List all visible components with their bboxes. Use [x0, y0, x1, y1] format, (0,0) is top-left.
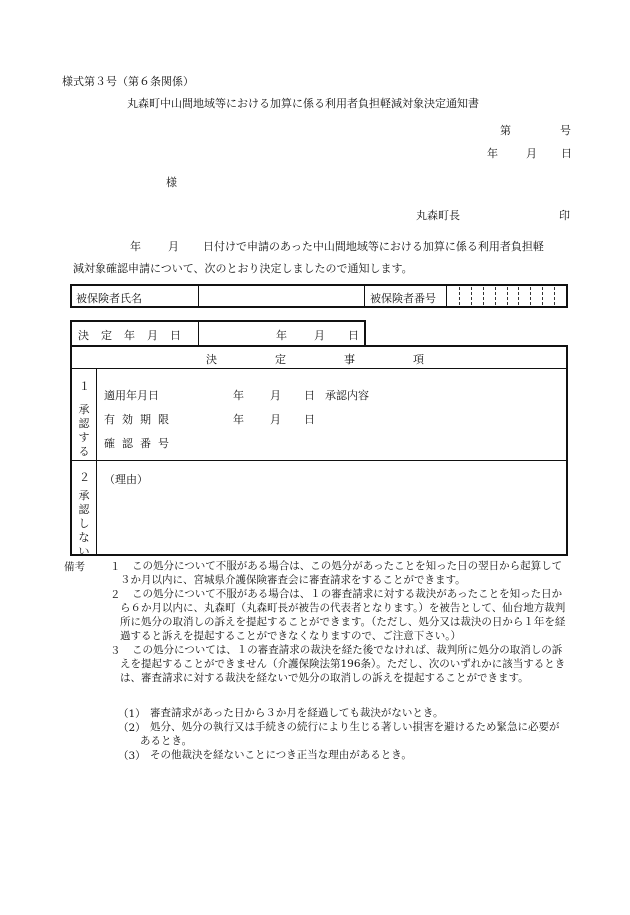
sub3-text: その他裁決を経ないことにつき正当な理由があるとき。: [150, 749, 412, 761]
decision-hi: 日: [348, 329, 359, 342]
apply-tsuki: 月: [270, 389, 281, 402]
decision-tsuki: 月: [314, 329, 325, 342]
apply-hi: 日: [304, 389, 315, 402]
valid-hi: 日: [304, 413, 315, 426]
number-go: 号: [560, 124, 571, 137]
number-cell-divider: [507, 287, 508, 305]
document-title: 丸森町中山間地域等における加算に係る利用者負担軽減対象決定通知書: [127, 97, 479, 110]
intro-nen: 年: [130, 240, 141, 253]
addressee-sama: 様: [166, 176, 177, 189]
number-cell-divider: [471, 287, 472, 305]
number-cell-divider: [459, 287, 460, 305]
number-cell-divider: [518, 287, 519, 305]
sub1-number: （1）: [118, 708, 146, 720]
number-cell-divider: [530, 287, 531, 305]
intro-tsuki: 月: [168, 240, 179, 253]
note3-text: この処分については、１の審査請求の裁決を経た後でなければ、裁判所に処分の取消しの訴えを提起することができません（介護保険法第196条）。ただし、次のいずれかに該当するときは、審査請求に対する裁決を経ないで処分の取消しの訴えを提起することができます。: [120, 644, 566, 684]
row1-number: １: [79, 380, 90, 393]
sub3-number: （3）: [118, 750, 146, 762]
note2-number: ２: [110, 589, 121, 601]
apply-nen: 年: [233, 389, 244, 402]
number-cell-divider: [554, 287, 555, 305]
sub2-text: 処分、処分の執行又は手続きの続行により生じる著しい損害を避けるため緊急に必要があるとき。: [140, 721, 560, 747]
notes-label: 備考: [64, 561, 85, 573]
number-cell-divider: [495, 287, 496, 305]
intro-line1: 日付けで申請のあった中山間地域等における加算に係る利用者負担軽: [203, 240, 544, 253]
note1-text: この処分について不服がある場合は、この処分があったことを知った日の翌日から起算して３か月以内に、宮城県介護保険審査会に審査請求をすることができます。: [120, 560, 563, 586]
insured-name-field[interactable]: [199, 285, 364, 307]
date-hi: 日: [561, 147, 572, 160]
sub2-number: （2）: [118, 722, 146, 734]
note2-text: この処分について不服がある場合は、１の審査請求に対する裁決があったことを知った日から６か月以内に、丸森町（丸森町長が被告の代表者となります。）を被告として、仙台地方裁判所に処分の取消しの訴えを提起することができます。（ただし、処分又は裁決の日から１年を経過すると訴えを提起することができなくなりますので、ご注意下さい。）: [120, 588, 566, 642]
valid-nen: 年: [233, 413, 244, 426]
seal-mark: 印: [559, 209, 570, 222]
insured-number-field[interactable]: [447, 285, 566, 307]
apply-date-label: 適用年月日: [104, 389, 159, 402]
note1-number: １: [110, 561, 121, 573]
number-cell-divider: [542, 287, 543, 305]
reason-field[interactable]: [98, 486, 566, 554]
note3-number: ３: [110, 645, 121, 657]
decision-nen: 年: [276, 329, 287, 342]
mayor-label: 丸森町長: [416, 209, 460, 222]
sub1-text: 審査請求があった日から３か月を経過しても裁決がないとき。: [150, 707, 444, 719]
confirmation-number-label: 確認番号: [104, 437, 176, 450]
valid-period-label: 有効期限: [104, 413, 176, 426]
insured-name-label: 被保険者氏名: [76, 292, 142, 305]
approval-content-label: 承認内容: [325, 389, 369, 402]
number-dai: 第: [500, 124, 511, 137]
decision-date-label: 決定年月日: [78, 329, 193, 342]
form-number: 様式第３号（第６条関係）: [62, 75, 194, 88]
date-tsuki: 月: [526, 147, 537, 160]
insured-number-label: 被保険者番号: [370, 292, 436, 305]
row2-number: ２: [79, 471, 90, 484]
date-nen: 年: [487, 147, 498, 160]
number-cell-divider: [483, 287, 484, 305]
row1-vertical-label: 承認する: [78, 403, 90, 458]
reason-label: （理由）: [104, 473, 148, 486]
row2-vertical-label: 承認しない: [78, 489, 90, 558]
valid-tsuki: 月: [270, 413, 281, 426]
intro-line2: 減対象確認申請について、次のとおり決定しましたので通知します。: [73, 262, 413, 275]
decision-matters-heading: 決定事項: [206, 353, 482, 366]
